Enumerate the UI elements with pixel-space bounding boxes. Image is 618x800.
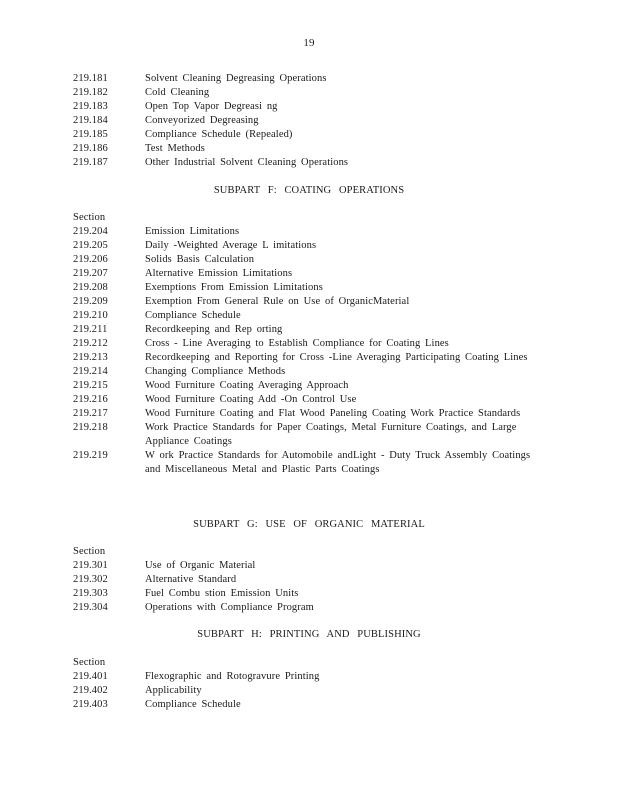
section-number: 219.403 [73,699,108,710]
section-number: 219.183 [73,101,108,112]
section-list-subpart-f [73,211,553,477]
section-title: Compliance Schedule (Repealed) [145,129,293,140]
section-number: 219.215 [73,380,108,391]
list-item [73,449,553,477]
list-item [73,698,553,712]
section-number: 219.301 [73,560,108,571]
list-item [73,421,553,449]
section-number: 219.303 [73,588,108,599]
section-title: Use of Organic Material [145,560,256,571]
section-title: Solvent Cleaning Degreasing Operations [145,73,327,84]
section-title: Recordkeeping and Reporting for Cross -Line Averaging Participating Coating Lines [145,352,528,363]
list-item [73,142,553,156]
section-number: 219.304 [73,602,108,613]
section-number: 219.184 [73,115,108,126]
section-number: 219.185 [73,129,108,140]
section-number: 219.218 [73,422,108,433]
section-title: Cold Cleaning [145,87,210,98]
list-item [73,225,553,239]
section-number: 219.205 [73,240,108,251]
list-item [73,281,553,295]
section-title: Conveyorized Degreasing [145,115,259,126]
subpart-h-heading: SUBPART H: PRINTING AND PUBLISHING [197,629,421,640]
list-item [73,295,553,309]
list-item [73,100,553,114]
section-number: 219.210 [73,310,108,321]
section-number: 219.302 [73,574,108,585]
section-title: Other Industrial Solvent Cleaning Operations [145,157,349,168]
section-number: 219.217 [73,408,108,419]
section-title: Wood Furniture Coating and Flat Wood Paneling Coating Work Practice Standards [145,408,521,419]
list-item [73,684,553,698]
list-item [73,309,553,323]
section-number: 219.204 [73,226,108,237]
section-title: Recordkeeping and Rep orting [145,324,283,335]
section-title: Exemptions From Emission Limitations [145,282,323,293]
section-title: Fuel Combu stion Emission Units [145,588,299,599]
section-title: Compliance Schedule [145,310,241,321]
section-title: Compliance Schedule [145,699,241,710]
section-title: Applicability [145,685,202,696]
section-title: Exemption From General Rule on Use of OrganicMaterial [145,296,410,307]
section-title: W ork Practice Standards for Automobile andLight - Duty Truck Assembly Coatings and Miscellaneous Metal and Plastic Parts Coatings [145,450,531,475]
section-number: 219.213 [73,352,108,363]
list-item [73,587,553,601]
section-label: Section [73,657,106,668]
list-item [73,86,553,100]
list-item [73,601,553,615]
section-number: 219.207 [73,268,108,279]
section-number: 219.401 [73,671,108,682]
subpart-g-heading: SUBPART G: USE OF ORGANIC MATERIAL [193,519,425,530]
section-title: Work Practice Standards for Paper Coatings, Metal Furniture Coatings, and Large Appliance Coatings [145,422,517,447]
section-title: Wood Furniture Coating Add -On Control Use [145,394,357,405]
section-number: 219.182 [73,87,108,98]
list-item [73,407,553,421]
list-item [73,379,553,393]
section-number: 219.214 [73,366,108,377]
section-title: Wood Furniture Coating Averaging Approach [145,380,349,391]
section-number: 219.219 [73,450,108,461]
section-number: 219.208 [73,282,108,293]
list-item [73,156,553,170]
page-number: 19 [303,37,315,49]
list-item [73,239,553,253]
section-number: 219.402 [73,685,108,696]
section-list-solvent-cleaning [73,72,553,170]
list-item [73,351,553,365]
section-title: Alternative Emission Limitations [145,268,293,279]
section-number: 219.209 [73,296,108,307]
list-item [73,72,553,86]
section-title: Emission Limitations [145,226,240,237]
section-title: Changing Compliance Methods [145,366,286,377]
list-item [73,365,553,379]
list-item [73,323,553,337]
list-item [73,253,553,267]
list-item [73,114,553,128]
list-item [73,128,553,142]
section-title: Daily -Weighted Average L imitations [145,240,317,251]
section-label: Section [73,546,106,557]
list-item [73,337,553,351]
section-number: 219.186 [73,143,108,154]
section-number: 219.181 [73,73,108,84]
subpart-f-heading: SUBPART F: COATING OPERATIONS [213,185,405,196]
section-list-subpart-g [73,545,553,615]
section-title: Open Top Vapor Degreasi ng [145,101,278,112]
section-number: 219.216 [73,394,108,405]
section-title: Flexographic and Rotogravure Printing [145,671,320,682]
section-title: Operations with Compliance Program [145,602,314,613]
list-item [73,559,553,573]
list-item [73,393,553,407]
section-number: 219.212 [73,338,108,349]
list-item [73,267,553,281]
section-title: Cross - Line Averaging to Establish Compliance for Coating Lines [145,338,449,349]
list-item [73,670,553,684]
section-title: Solids Basis Calculation [145,254,255,265]
section-list-subpart-h [73,656,553,712]
section-number: 219.187 [73,157,108,168]
section-label: Section [73,212,106,223]
section-title: Test Methods [145,143,205,154]
section-title: Alternative Standard [145,574,237,585]
section-number: 219.211 [73,324,108,335]
section-number: 219.206 [73,254,108,265]
list-item [73,573,553,587]
